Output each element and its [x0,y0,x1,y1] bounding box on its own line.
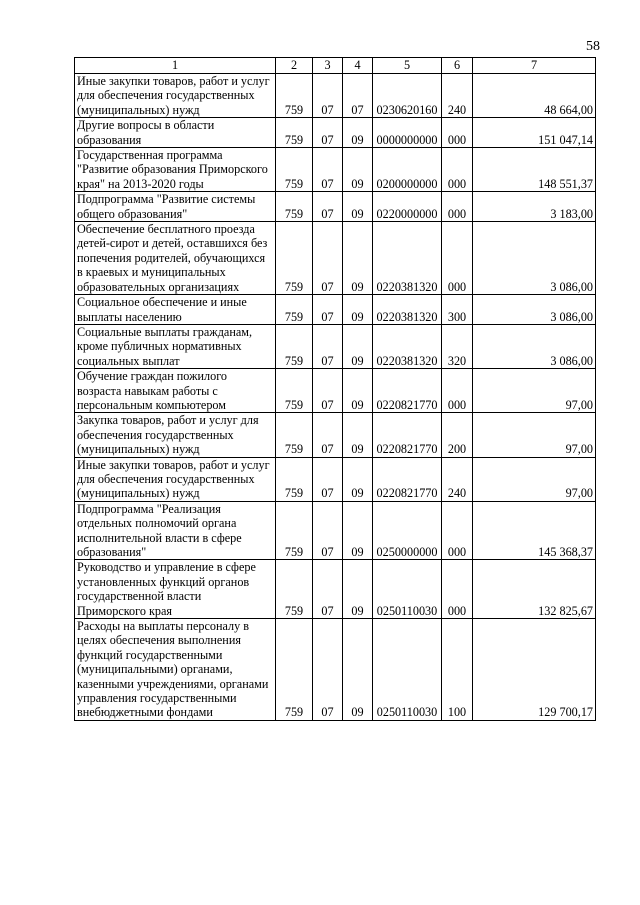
target-article-code: 0200000000 [373,148,442,192]
subsection-code: 09 [343,501,373,560]
expense-name: Иные закупки товаров, работ и услуг для обеспечения государственных (муниципальных) нужд [75,74,276,118]
amount: 3 086,00 [473,324,596,368]
table-row [75,457,596,501]
target-article-code: 0250110030 [373,619,442,721]
ministry-code: 759 [276,369,313,413]
expense-name: Руководство и управление в сфере установленных функций органов государственной власти Приморского края [75,560,276,619]
table-row [75,74,596,118]
target-article-code: 0220821770 [373,457,442,501]
expense-type-code: 000 [442,148,473,192]
expense-type-code: 300 [442,295,473,325]
table-row [75,560,596,619]
subsection-code: 09 [343,324,373,368]
expense-type-code: 000 [442,560,473,619]
expense-name: Государственная программа "Развитие образования Приморского края" на 2013-2020 годы [75,148,276,192]
ministry-code: 759 [276,118,313,148]
subsection-code: 09 [343,222,373,295]
section-code: 07 [313,324,343,368]
amount: 3 183,00 [473,192,596,222]
subsection-code: 09 [343,560,373,619]
expense-type-code: 200 [442,413,473,457]
section-code: 07 [313,222,343,295]
subsection-code: 09 [343,619,373,721]
table-row [75,222,596,295]
section-code: 07 [313,295,343,325]
column-header: 1 [75,58,276,74]
ministry-code: 759 [276,457,313,501]
section-code: 07 [313,148,343,192]
expense-name: Иные закупки товаров, работ и услуг для обеспечения государственных (муниципальных) нужд [75,457,276,501]
ministry-code: 759 [276,148,313,192]
column-header: 3 [313,58,343,74]
table-header-row [75,58,596,74]
ministry-code: 759 [276,222,313,295]
budget-table [74,57,596,721]
target-article-code: 0220821770 [373,369,442,413]
subsection-code: 09 [343,369,373,413]
ministry-code: 759 [276,74,313,118]
expense-name: Подпрограмма "Реализация отдельных полномочий органа исполнительной власти в сфере образования" [75,501,276,560]
section-code: 07 [313,118,343,148]
expense-type-code: 320 [442,324,473,368]
table-row [75,369,596,413]
expense-type-code: 000 [442,118,473,148]
expense-type-code: 000 [442,222,473,295]
table-row [75,192,596,222]
ministry-code: 759 [276,192,313,222]
subsection-code: 09 [343,118,373,148]
amount: 3 086,00 [473,295,596,325]
section-code: 07 [313,369,343,413]
expense-name: Обучение граждан пожилого возраста навыкам работы с персональным компьютером [75,369,276,413]
expense-name: Закупка товаров, работ и услуг для обеспечения государственных (муниципальных) нужд [75,413,276,457]
amount: 151 047,14 [473,118,596,148]
expense-name: Расходы на выплаты персоналу в целях обеспечения выполнения функций государственными (муниципальными) органами, казенными учреждениями, органами управления государственными внебюджетными фондами [75,619,276,721]
section-code: 07 [313,192,343,222]
expense-name: Социальное обеспечение и иные выплаты населению [75,295,276,325]
section-code: 07 [313,413,343,457]
expense-type-code: 000 [442,501,473,560]
section-code: 07 [313,619,343,721]
table-row [75,324,596,368]
target-article-code: 0220381320 [373,324,442,368]
page-number: 58 [586,39,600,54]
target-article-code: 0220381320 [373,295,442,325]
section-code: 07 [313,457,343,501]
subsection-code: 09 [343,295,373,325]
expense-type-code: 100 [442,619,473,721]
expense-name: Социальные выплаты гражданам, кроме публичных нормативных социальных выплат [75,324,276,368]
section-code: 07 [313,74,343,118]
amount: 145 368,37 [473,501,596,560]
amount: 48 664,00 [473,74,596,118]
ministry-code: 759 [276,501,313,560]
ministry-code: 759 [276,295,313,325]
target-article-code: 0220381320 [373,222,442,295]
amount: 97,00 [473,369,596,413]
column-header: 4 [343,58,373,74]
target-article-code: 0250110030 [373,560,442,619]
column-header: 6 [442,58,473,74]
table-row [75,413,596,457]
amount: 97,00 [473,457,596,501]
subsection-code: 07 [343,74,373,118]
table-row [75,295,596,325]
target-article-code: 0250000000 [373,501,442,560]
subsection-code: 09 [343,192,373,222]
column-header: 5 [373,58,442,74]
amount: 97,00 [473,413,596,457]
ministry-code: 759 [276,619,313,721]
table-row [75,118,596,148]
amount: 148 551,37 [473,148,596,192]
expense-type-code: 240 [442,74,473,118]
table-row [75,619,596,721]
column-header: 2 [276,58,313,74]
subsection-code: 09 [343,413,373,457]
ministry-code: 759 [276,413,313,457]
expense-type-code: 000 [442,192,473,222]
table-row [75,501,596,560]
subsection-code: 09 [343,148,373,192]
expense-name: Подпрограмма "Развитие системы общего образования" [75,192,276,222]
section-code: 07 [313,560,343,619]
expense-name: Обеспечение бесплатного проезда детей-сирот и детей, оставшихся без попечения родителей, обучающихся в краевых и муниципальных образовательных организациях [75,222,276,295]
subsection-code: 09 [343,457,373,501]
expense-name: Другие вопросы в области образования [75,118,276,148]
expense-type-code: 000 [442,369,473,413]
target-article-code: 0000000000 [373,118,442,148]
section-code: 07 [313,501,343,560]
amount: 129 700,17 [473,619,596,721]
amount: 3 086,00 [473,222,596,295]
target-article-code: 0220000000 [373,192,442,222]
expense-type-code: 240 [442,457,473,501]
amount: 132 825,67 [473,560,596,619]
target-article-code: 0230620160 [373,74,442,118]
column-header: 7 [473,58,596,74]
target-article-code: 0220821770 [373,413,442,457]
ministry-code: 759 [276,324,313,368]
table-row [75,148,596,192]
ministry-code: 759 [276,560,313,619]
